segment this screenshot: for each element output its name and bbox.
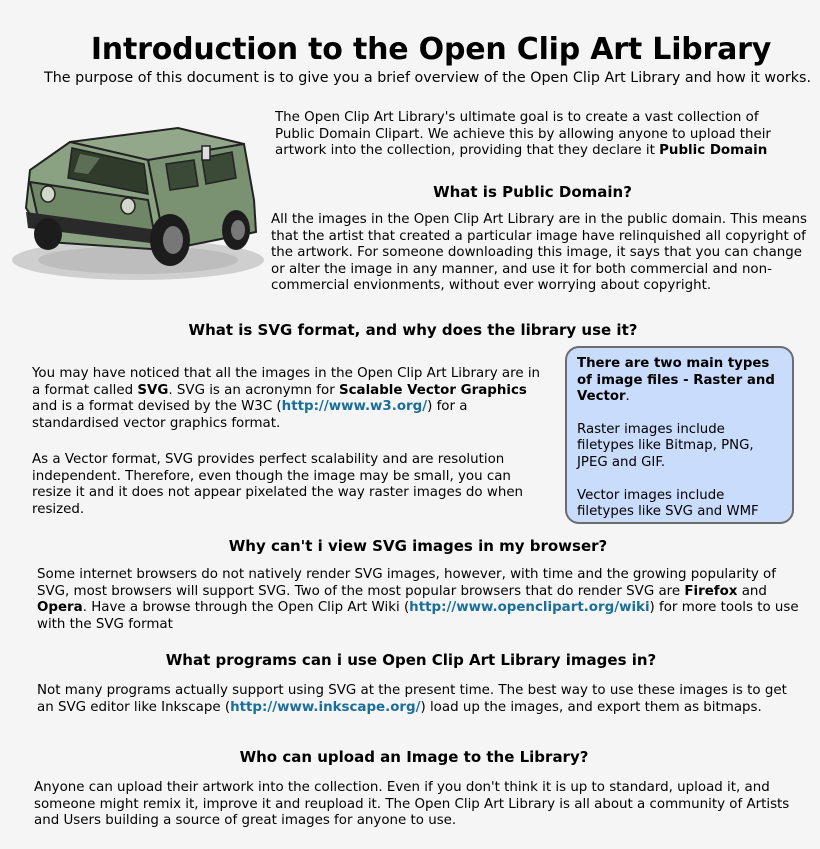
infobox-raster: Raster images include filetypes like Bitmap, PNG, JPEG and GIF.	[577, 421, 754, 470]
infobox-bold: There are two main types of image files - Raster and Vector	[577, 356, 775, 405]
browser-firefox: Firefox	[684, 583, 738, 599]
browser-and: and	[737, 583, 767, 599]
svg-p1-f: ) for a standardised vector graphics format.	[32, 399, 468, 431]
infobox-bold-end: .	[625, 389, 630, 405]
upload-paragraph: Anyone can upload their artwork into the collection. Even if you don't think it is up to standard, upload it, and someone might remix it, improve it and reupload it. The Open Clip Art Library is all about a community of Artists and Users building a source of great images for anyone to use.	[34, 780, 790, 829]
page-subtitle: The purpose of this document is to give you a brief overview of the Open Clip Art Library and how it works.	[44, 70, 812, 86]
svg-p1-b: SVG	[137, 382, 169, 398]
heading-browser: Why can't i view SVG images in my browser?	[228, 537, 608, 555]
programs-b: ) load up the images, and export them as bitmaps.	[420, 699, 762, 715]
programs-a: Not many programs actually support using SVG at the present time. The best way to use these images is to get an SVG editor like Inkscape (	[37, 683, 787, 715]
heading-svg-format: What is SVG format, and why does the library use it?	[188, 321, 638, 339]
infobox-intro	[577, 356, 782, 406]
inkscape-link[interactable]: http://www.inkscape.org/	[230, 699, 421, 715]
browser-c: ) for more tools to use with the SVG format	[37, 600, 799, 632]
intro-text: The Open Clip Art Library's ultimate goal is to create a vast collection of Public Domain Clipart. We achieve this by allowing anyone to upload their artwork into the collection, providing that they declare it	[275, 110, 771, 159]
jeep-illustration	[8, 120, 270, 285]
intro-bold: Public Domain	[659, 143, 768, 159]
svg-p1-d: Scalable Vector Graphics	[338, 382, 527, 398]
intro-paragraph	[275, 110, 800, 160]
browser-b: . Have a browse through the Open Clip Art Wiki (	[82, 600, 410, 616]
svg-p1-a: You may have noticed that all the images in the Open Clip Art Library are in a format called	[32, 366, 541, 398]
programs-paragraph	[37, 683, 797, 716]
browser-opera: Opera	[37, 600, 83, 616]
infobox-vector: Vector images include filetypes like SVG and WMF	[577, 487, 759, 520]
page-title: Introduction to the Open Clip Art Library	[90, 32, 772, 67]
browser-paragraph	[37, 567, 799, 633]
svg-p1-e: and is a format devised by the W3C (	[32, 399, 282, 415]
public-domain-paragraph: All the images in the Open Clip Art Library are in the public domain. This means that the artist that created a particular image have relinquished all copyright of the artwork. For someone downloading this image, it says that you can change or alter the image in any manner, and use it for both commercial and non-commercial envionments, without ever worrying about copyright.	[271, 212, 807, 294]
svg-p1-c: . SVG is an acronymn for	[168, 382, 339, 398]
wiki-link[interactable]: http://www.openclipart.org/wiki	[409, 600, 650, 616]
heading-public-domain: What is Public Domain?	[433, 183, 632, 201]
heading-programs: What programs can i use Open Clip Art Library images in?	[165, 651, 657, 669]
w3c-link[interactable]: http://www.w3.org/	[281, 399, 428, 415]
heading-upload: Who can upload an Image to the Library?	[239, 748, 589, 766]
file-types-infobox	[565, 346, 794, 524]
browser-a: Some internet browsers do not natively render SVG images, however, with time and the growing popularity of SVG, most browsers will support SVG. Two of the most popular browsers that do render SVG are	[37, 567, 776, 599]
